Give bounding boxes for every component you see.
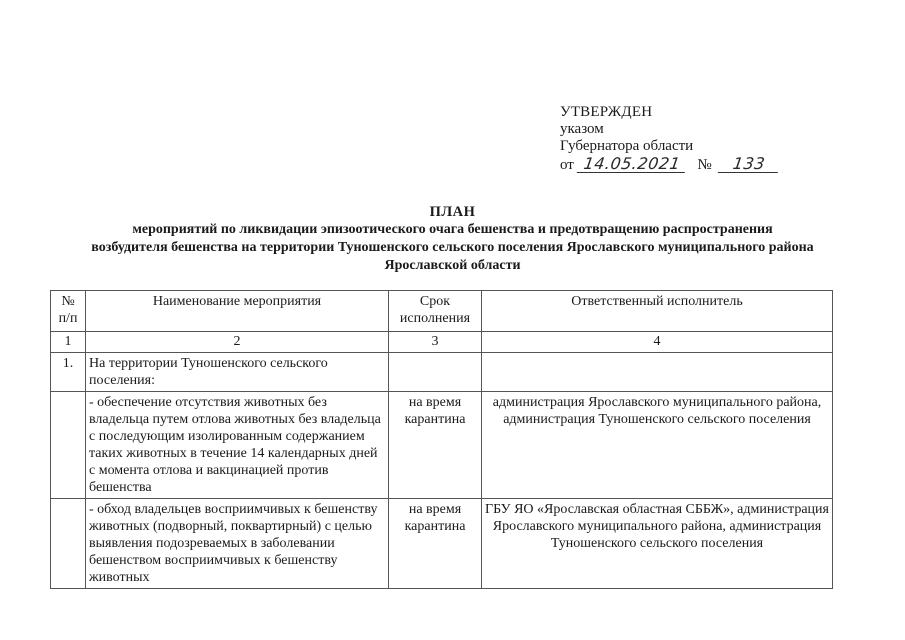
approval-number-label: №: [697, 157, 712, 173]
approval-title: УТВЕРЖДЕН: [560, 104, 653, 120]
section-term-empty: [389, 353, 482, 392]
table-row-section: [51, 353, 833, 392]
table-row: [51, 499, 833, 589]
column-number-3: 3: [389, 332, 482, 353]
approval-stamp: [560, 104, 779, 174]
header-responsible: Ответственный исполнитель: [482, 291, 833, 332]
row-1-responsible: администрация Ярославского муниципального района, администрация Туношенского сельского поселения: [482, 392, 833, 499]
row-2-measure: - обход владельцев восприимчивых к бешенству животных (подворный, поквартирный) с целью выявления подозреваемых в заболевании бешенством восприимчивых к бешенству животных: [86, 499, 389, 589]
column-number-row: [51, 332, 833, 353]
section-number: 1.: [51, 353, 86, 392]
heading-line-1: мероприятий по ликвидации эпизоотического очага бешенства и предотвращению распространения: [132, 222, 773, 237]
row-2-responsible: ГБУ ЯО «Ярославская областная СББЖ», администрация Ярославского муниципального района, администрация Туношенского сельского поселения: [482, 499, 833, 589]
section-responsible-empty: [482, 353, 833, 392]
heading-line-2: возбудителя бешенства на территории Туношенского сельского поселения Ярославского муниципального района: [91, 240, 814, 255]
header-term: Срок исполнения: [389, 291, 482, 332]
row-1-term: на время карантина: [389, 392, 482, 499]
table-row: [51, 392, 833, 499]
header-number: № п/п: [51, 291, 86, 332]
row-1-number-empty: [51, 392, 86, 499]
row-1-measure: - обеспечение отсутствия животных без владельца путем отлова животных без владельца с последующим изолированным содержанием таких животных в течение 14 календарных дней с момента отлова и вакцинацией против бешенства: [86, 392, 389, 499]
approval-date-number-line: [560, 155, 779, 174]
approval-date: 14.05.2021: [576, 155, 687, 173]
header-measure-name: Наименование мероприятия: [86, 291, 389, 332]
heading-plan: ПЛАН: [429, 204, 476, 220]
approval-line-governor: Губернатора области: [560, 138, 694, 154]
column-number-4: 4: [482, 332, 833, 353]
document-heading: [0, 203, 905, 275]
row-2-number-empty: [51, 499, 86, 589]
approval-line-decree: указом: [560, 121, 604, 137]
section-name: На территории Туношенского сельского поселения:: [86, 353, 389, 392]
measures-table: [50, 290, 833, 589]
approval-from-label: от: [560, 157, 574, 173]
column-number-2: 2: [86, 332, 389, 353]
column-number-1: 1: [51, 332, 86, 353]
heading-line-3: Ярославской области: [384, 258, 521, 273]
table-header-row: [51, 291, 833, 332]
approval-number: 133: [718, 155, 781, 173]
row-2-term: на время карантина: [389, 499, 482, 589]
